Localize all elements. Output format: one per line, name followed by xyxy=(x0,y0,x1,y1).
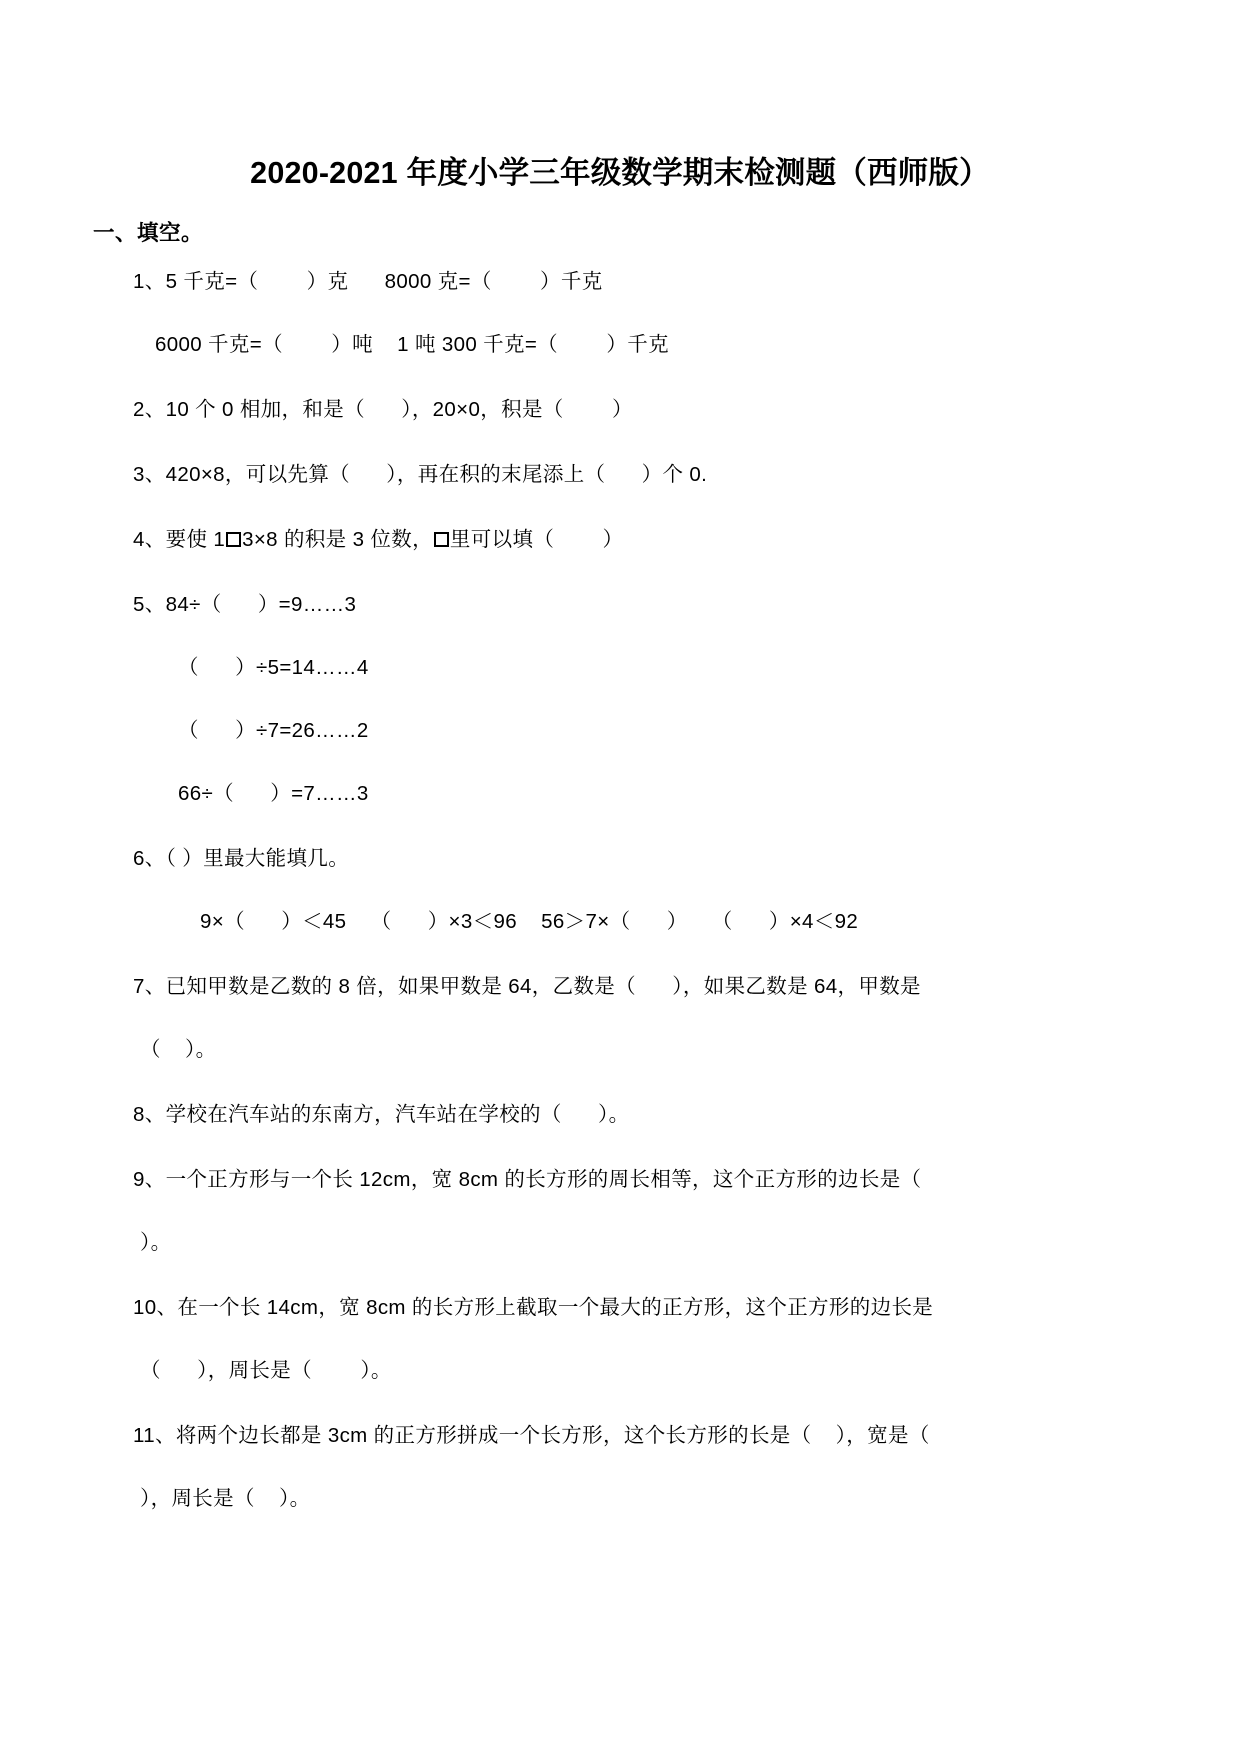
question-4-line-1 xyxy=(0,530,1240,558)
question-7-line-1: 7、已知甲数是乙数的 8 倍，如果甲数是 64，乙数是（ ），如果乙数是 64，甲数是 xyxy=(133,975,921,998)
question-3-line-1: 3、420×8，可以先算（ ），再在积的末尾添上（ ）个 0. xyxy=(133,463,708,486)
question-11-line-2: ），周长是（ ）。 xyxy=(140,1487,311,1510)
question-5-line-3: （ ）÷7=26……2 xyxy=(178,719,369,742)
question-5-line-2: （ ）÷5=14……4 xyxy=(178,656,369,679)
question-10 xyxy=(0,1298,1240,1389)
question-1 xyxy=(0,272,1240,363)
question-1-line-1: 1、5 千克=（ ）克 8000 克=（ ）千克 xyxy=(133,270,603,293)
question-7-line-2: （ ）。 xyxy=(140,1038,217,1061)
question-9-line-2: ）。 xyxy=(140,1231,172,1254)
question-6-line-1: 6、（ ）里最大能填几。 xyxy=(133,847,350,870)
question-5 xyxy=(0,595,1240,812)
empty-square-box-icon xyxy=(226,532,241,547)
question-6-line-2: 9×（ ）＜45 （ ）×3＜96 56＞7×（ ） （ ）×4＜92 xyxy=(200,910,859,933)
question-10-line-1: 10、在一个长 14cm，宽 8cm 的长方形上截取一个最大的正方形，这个正方形的边长是 xyxy=(133,1296,934,1319)
question-1-line-2: 6000 千克=（ ）吨 1 吨 300 千克=（ ）千克 xyxy=(155,333,669,356)
question-2 xyxy=(0,400,1240,428)
question-list xyxy=(0,272,1240,1517)
page-title: 2020-2021 年度小学三年级数学期末检测题（西师版） xyxy=(250,156,990,190)
question-8-line-1: 8、学校在汽车站的东南方，汽车站在学校的（ ）。 xyxy=(133,1103,630,1126)
question-11 xyxy=(0,1426,1240,1517)
question-6 xyxy=(0,849,1240,940)
question-2-line-1: 2、10 个 0 相加，和是（ ），20×0，积是（ ） xyxy=(133,398,633,421)
question-10-line-2: （ ），周长是（ ）。 xyxy=(140,1359,392,1382)
question-4-text-post: 里可以填（ ） xyxy=(449,528,624,551)
question-5-line-1: 5、84÷（ ）=9……3 xyxy=(133,593,357,616)
question-3 xyxy=(0,465,1240,493)
question-11-line-1: 11、将两个边长都是 3cm 的正方形拼成一个长方形，这个长方形的长是（ ），宽是（ xyxy=(133,1424,930,1447)
question-9 xyxy=(0,1170,1240,1261)
question-4-text-mid: 3×8 的积是 3 位数， xyxy=(242,528,433,551)
empty-square-box-icon xyxy=(434,532,449,547)
question-9-line-1: 9、一个正方形与一个长 12cm，宽 8cm 的长方形的周长相等，这个正方形的边长是（ xyxy=(133,1168,922,1191)
question-5-line-4: 66÷（ ）=7……3 xyxy=(178,782,369,805)
question-4-text-pre: 4、要使 1 xyxy=(133,528,226,551)
question-4 xyxy=(0,530,1240,558)
question-7 xyxy=(0,977,1240,1068)
question-8 xyxy=(0,1105,1240,1133)
section-heading-fill-in-blank: 一、填空。 xyxy=(93,221,204,245)
